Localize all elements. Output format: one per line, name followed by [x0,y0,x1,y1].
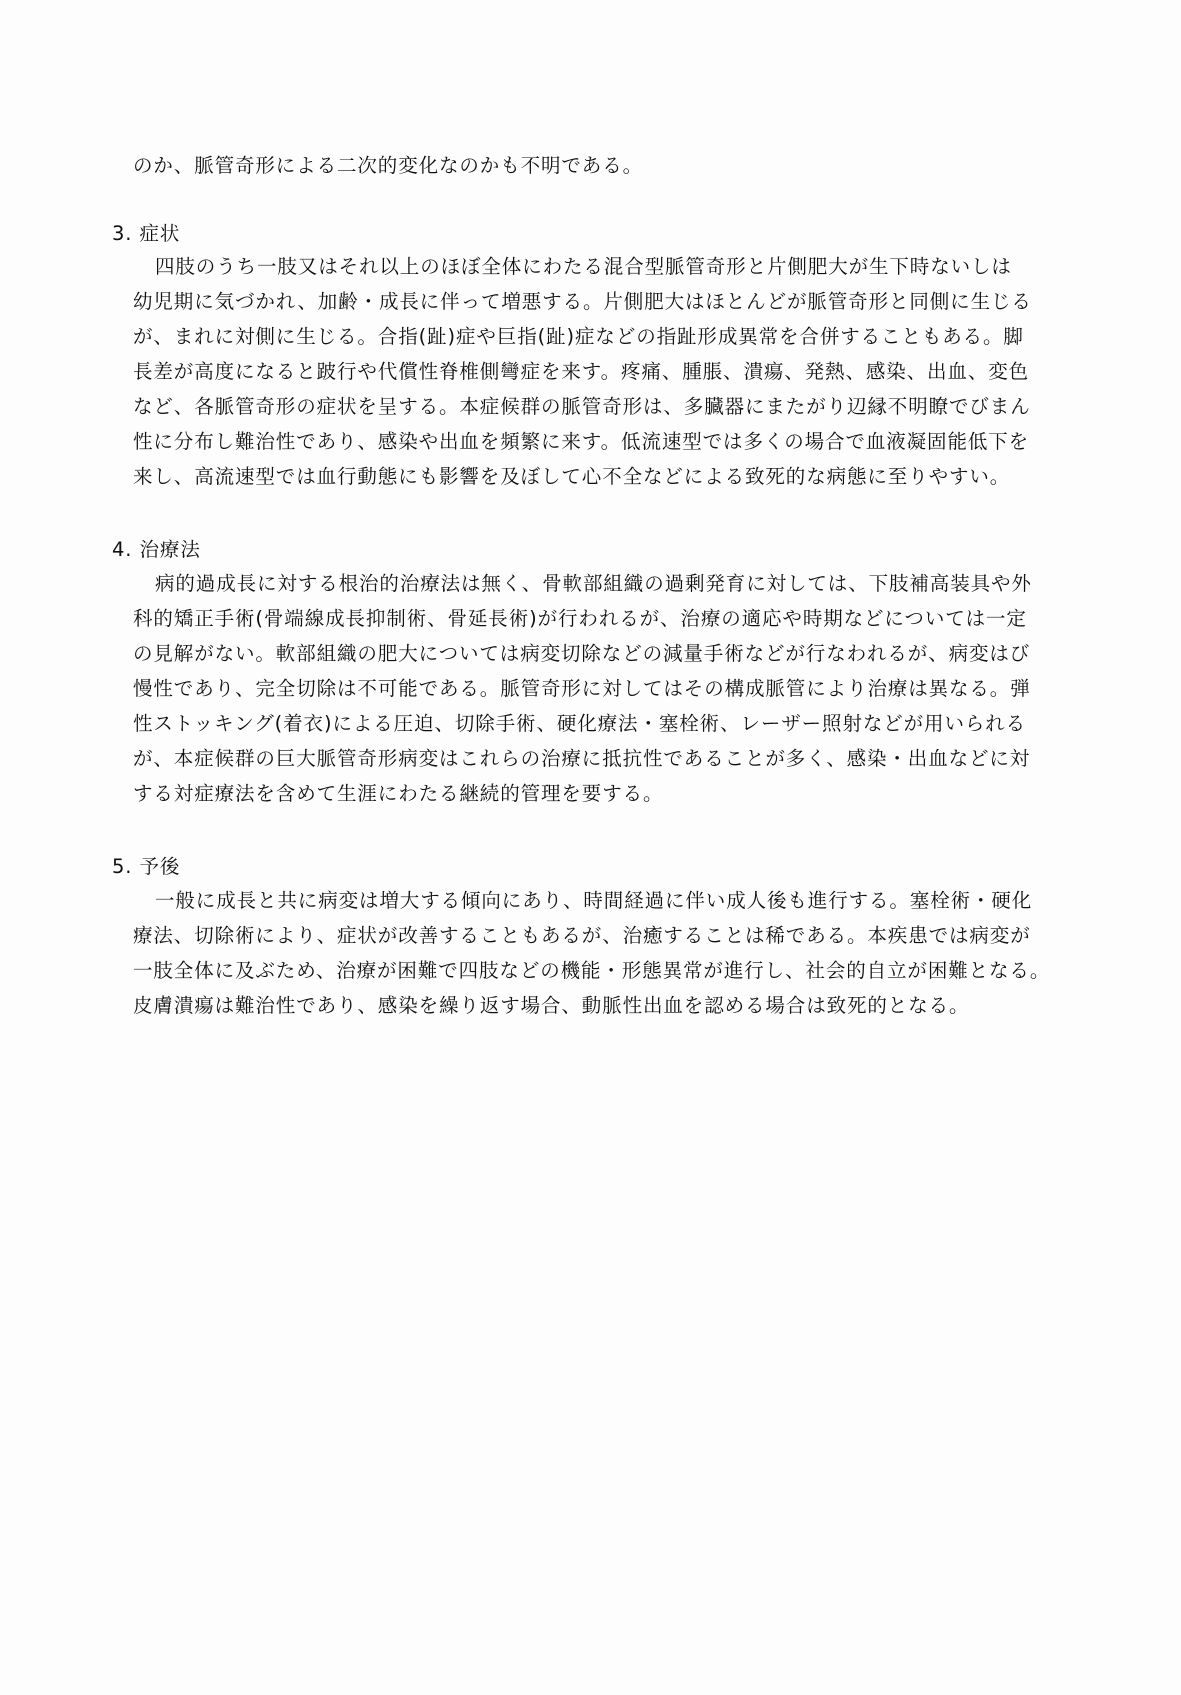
paragraph-line: 幼児期に気づかれ、加齢・成長に伴って増悪する。片側肥大はほとんどが脈管奇形と同側に生じる [133,290,1032,313]
section-title: 予後 [139,855,181,878]
paragraph-line: 一般に成長と共に病変は増大する傾向にあり、時間経過に伴い成人後も進行する。塞栓術・硬化 [155,889,1033,912]
paragraph-line: が、まれに対側に生じる。合指(趾)症や巨指(趾)症などの指趾形成異常を合併することもある。脚 [133,325,1024,348]
paragraph-line: 性に分布し難治性であり、感染や出血を頻繁に来す。低流速型では多くの場合で血液凝固能低下を [133,430,1030,453]
section-heading [112,222,180,246]
section-number: 4. [112,538,133,561]
paragraph-line: の見解がない。軟部組織の肥大については病変切除などの減量手術などが行なわれるが、病変はび [133,642,1031,665]
paragraph-line: 四肢のうち一肢又はそれ以上のほぼ全体にわたる混合型脈管奇形と片側肥大が生下時ないしは [155,255,1012,278]
continuation-line: のか、脈管奇形による二次的変化なのかも不明である。 [133,154,644,177]
section-title: 治療法 [139,538,201,561]
section-number: 5. [112,855,133,878]
section-number: 3. [112,222,133,245]
section-title: 症状 [139,222,181,245]
paragraph-line: 来し、高流速型では血行動態にも影響を及ぼして心不全などによる致死的な病態に至りやすい。 [133,465,1011,488]
paragraph-line: など、各脈管奇形の症状を呈する。本症候群の脈管奇形は、多臓器にまたがり辺縁不明瞭でびまん [133,395,1031,418]
paragraph-line: 皮膚潰瘍は難治性であり、感染を繰り返す場合、動脈性出血を認める場合は致死的となる。 [133,994,970,1017]
paragraph-line: 療法、切除術により、症状が改善することもあるが、治癒することは稀である。本疾患では病変が [133,924,1031,947]
section-heading [112,538,201,562]
paragraph-line: 一肢全体に及ぶため、治療が困難で四肢などの機能・形態異常が進行し、社会的自立が困難となる。 [133,959,1051,982]
paragraph-line: が、本症候群の巨大脈管奇形病変はこれらの治療に抵抗性であることが多く、感染・出血などに対 [133,747,1031,770]
paragraph-line: 病的過成長に対する根治的治療法は無く、骨軟部組織の過剰発育に対しては、下肢補高装具や外 [155,572,1032,595]
paragraph-line: 慢性であり、完全切除は不可能である。脈管奇形に対してはその構成脈管により治療は異なる。弾 [133,677,1031,700]
paragraph-line: する対症療法を含めて生涯にわたる継続的管理を要する。 [133,782,664,805]
section-heading [112,855,180,879]
paragraph-line: 長差が高度になると跛行や代償性脊椎側彎症を来す。疼痛、腫脹、潰瘍、発熱、感染、出血、変色 [133,360,1030,383]
paragraph-line: 性ストッキング(着衣)による圧迫、切除手術、硬化療法・塞栓術、レーザー照射などが用いられる [133,712,1027,735]
paragraph-line: 科的矯正手術(骨端線成長抑制術、骨延長術)が行われるが、治療の適応や時期などについては一定 [133,607,1027,630]
